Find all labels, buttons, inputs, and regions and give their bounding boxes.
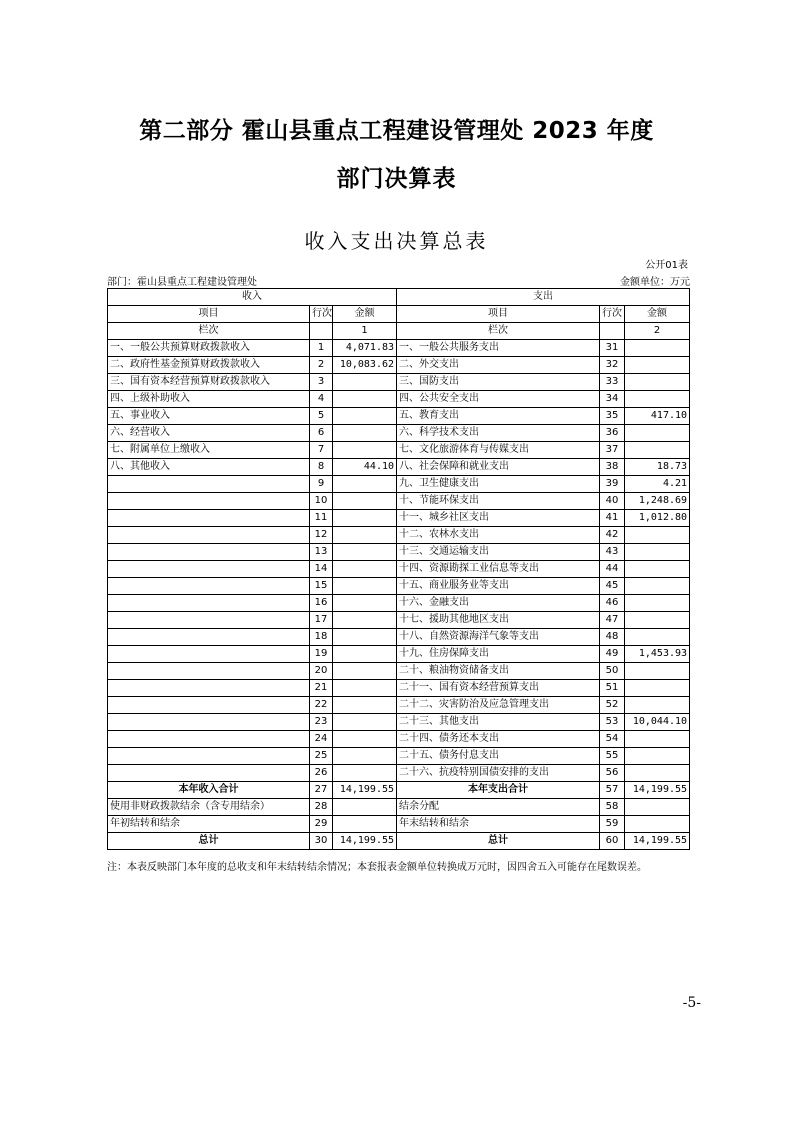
table-row [108, 544, 690, 561]
carryover-row [108, 816, 690, 833]
income-rowno-header: 行次 [310, 306, 333, 323]
income-amount [333, 527, 397, 544]
table-row [108, 748, 690, 765]
expense-amount: 417.10 [625, 408, 690, 425]
expense-amount: 4.21 [625, 476, 690, 493]
table-row [108, 442, 690, 459]
expense-amount [625, 425, 690, 442]
expense-row-no: 43 [600, 544, 625, 561]
table-row [108, 374, 690, 391]
expense-amount [625, 765, 690, 782]
income-amount [333, 697, 397, 714]
income-item [108, 748, 310, 765]
income-row-no: 2 [310, 357, 333, 374]
income-item [108, 612, 310, 629]
income-row-no: 25 [310, 748, 333, 765]
table-row [108, 680, 690, 697]
expense-row-no: 50 [600, 663, 625, 680]
income-amount [333, 731, 397, 748]
income-row-no: 10 [310, 493, 333, 510]
expense-item: 十六、金融支出 [397, 595, 600, 612]
expense-row-no: 42 [600, 527, 625, 544]
income-item: 二、政府性基金预算财政拨款收入 [108, 357, 310, 374]
income-row-no: 6 [310, 425, 333, 442]
expense-column-index: 2 [625, 323, 690, 340]
income-header: 收入 [108, 289, 397, 306]
expense-amount [625, 612, 690, 629]
expense-item: 一、一般公共服务支出 [397, 340, 600, 357]
expense-amount: 18.73 [625, 459, 690, 476]
begin-carryover-no: 29 [310, 816, 333, 833]
income-row-no: 15 [310, 578, 333, 595]
year-income-total-label: 本年收入合计 [108, 782, 310, 799]
unit-label: 金额单位：万元 [620, 277, 690, 288]
income-row-no: 1 [310, 340, 333, 357]
table-row [108, 391, 690, 408]
end-carryover-amount [625, 816, 690, 833]
expense-row-no: 36 [600, 425, 625, 442]
expense-amount [625, 561, 690, 578]
expense-row-no: 54 [600, 731, 625, 748]
income-item-header: 项目 [108, 306, 310, 323]
expense-item: 八、社会保障和就业支出 [397, 459, 600, 476]
expense-item: 十、节能环保支出 [397, 493, 600, 510]
income-amount [333, 493, 397, 510]
expense-row-no: 47 [600, 612, 625, 629]
table-row [108, 595, 690, 612]
document-title: 第二部分 霍山县重点工程建设管理处 2023 年度 [139, 118, 654, 144]
income-amount [333, 561, 397, 578]
income-row-no: 17 [310, 612, 333, 629]
table-row [108, 357, 690, 374]
expense-item: 二十一、国有资本经营预算支出 [397, 680, 600, 697]
income-item [108, 714, 310, 731]
expense-row-no: 52 [600, 697, 625, 714]
expense-row-no: 49 [600, 646, 625, 663]
expense-item: 十五、商业服务业等支出 [397, 578, 600, 595]
expense-amount [625, 663, 690, 680]
income-amount [333, 544, 397, 561]
expense-amount [625, 374, 690, 391]
income-row-no: 24 [310, 731, 333, 748]
page-number: -5- [682, 995, 701, 1011]
expense-item: 十三、交通运输支出 [397, 544, 600, 561]
expense-item: 三、国防支出 [397, 374, 600, 391]
income-amount [333, 765, 397, 782]
income-item: 七、附属单位上缴收入 [108, 442, 310, 459]
income-amount [333, 578, 397, 595]
year-expense-total-no: 57 [600, 782, 625, 799]
income-amount [333, 408, 397, 425]
expense-row-no: 40 [600, 493, 625, 510]
income-item [108, 527, 310, 544]
expense-amount [625, 595, 690, 612]
table-row [108, 493, 690, 510]
expense-amount-header: 金额 [625, 306, 690, 323]
expense-row-no: 38 [600, 459, 625, 476]
income-item: 三、国有资本经营预算财政拨款收入 [108, 374, 310, 391]
income-item [108, 697, 310, 714]
expense-item: 十二、农林水支出 [397, 527, 600, 544]
income-row-no: 19 [310, 646, 333, 663]
table-row [108, 646, 690, 663]
department-label: 部门：霍山县重点工程建设管理处 [107, 277, 257, 288]
income-row-no: 12 [310, 527, 333, 544]
income-expense-table [107, 288, 690, 850]
table-title: 收入支出决算总表 [304, 229, 489, 253]
expense-item: 二十三、其他支出 [397, 714, 600, 731]
year-expense-total-label: 本年支出合计 [397, 782, 600, 799]
income-amount [333, 510, 397, 527]
income-amount: 10,083.62 [333, 357, 397, 374]
income-item [108, 629, 310, 646]
income-row-no: 5 [310, 408, 333, 425]
grand-total-income-no: 30 [310, 833, 333, 850]
expense-item: 六、科学技术支出 [397, 425, 600, 442]
table-row [108, 510, 690, 527]
expense-row-no: 44 [600, 561, 625, 578]
distribution-no: 58 [600, 799, 625, 816]
expense-row-no: 46 [600, 595, 625, 612]
income-row-no: 23 [310, 714, 333, 731]
expense-row-no: 39 [600, 476, 625, 493]
expense-column-label: 栏次 [397, 323, 600, 340]
table-row [108, 476, 690, 493]
income-row-no: 7 [310, 442, 333, 459]
begin-carryover-amount [333, 816, 397, 833]
nonfiscal-amount [333, 799, 397, 816]
income-amount [333, 714, 397, 731]
expense-row-no: 31 [600, 340, 625, 357]
expense-amount [625, 527, 690, 544]
expense-item: 十七、援助其他地区支出 [397, 612, 600, 629]
expense-amount [625, 680, 690, 697]
income-amount [333, 425, 397, 442]
table-row [108, 765, 690, 782]
expense-item: 九、卫生健康支出 [397, 476, 600, 493]
income-item: 五、事业收入 [108, 408, 310, 425]
income-amount [333, 663, 397, 680]
expense-rowno-header: 行次 [600, 306, 625, 323]
expense-row-no: 35 [600, 408, 625, 425]
expense-item: 七、文化旅游体育与传媒支出 [397, 442, 600, 459]
income-row-no: 14 [310, 561, 333, 578]
expense-row-no: 56 [600, 765, 625, 782]
expense-item: 二十六、抗疫特别国债安排的支出 [397, 765, 600, 782]
income-item: 六、经营收入 [108, 425, 310, 442]
end-carryover-no: 59 [600, 816, 625, 833]
expense-item: 五、教育支出 [397, 408, 600, 425]
table-row [108, 629, 690, 646]
income-amount [333, 391, 397, 408]
expense-row-no: 48 [600, 629, 625, 646]
income-item: 一、一般公共预算财政拨款收入 [108, 340, 310, 357]
expense-item: 二十、粮油物资储备支出 [397, 663, 600, 680]
form-number: 公开01表 [645, 260, 688, 271]
grand-total-expense-amount: 14,199.55 [625, 833, 690, 850]
income-row-no: 4 [310, 391, 333, 408]
end-carryover-label: 年末结转和结余 [397, 816, 600, 833]
expense-row-no: 51 [600, 680, 625, 697]
table-row [108, 340, 690, 357]
expense-header: 支出 [397, 289, 690, 306]
expense-amount [625, 357, 690, 374]
income-column-index: 1 [333, 323, 397, 340]
begin-carryover-label: 年初结转和结余 [108, 816, 310, 833]
income-item [108, 510, 310, 527]
income-item [108, 476, 310, 493]
header-row-columns [108, 306, 690, 323]
document-subtitle: 部门决算表 [336, 166, 457, 192]
income-amount [333, 442, 397, 459]
year-expense-total-amount: 14,199.55 [625, 782, 690, 799]
expense-row-no: 37 [600, 442, 625, 459]
income-row-no: 26 [310, 765, 333, 782]
income-amount [333, 476, 397, 493]
footnote: 注：本表反映部门本年度的总收支和年末结转结余情况；本套报表金额单位转换成万元时，因四舍五入可能存在尾数误差。 [107, 862, 647, 873]
table-row [108, 663, 690, 680]
income-item [108, 731, 310, 748]
expense-item: 二十四、债务还本支出 [397, 731, 600, 748]
expense-row-no: 55 [600, 748, 625, 765]
table-row [108, 578, 690, 595]
income-row-no: 3 [310, 374, 333, 391]
table-row [108, 527, 690, 544]
income-column-label: 栏次 [108, 323, 310, 340]
income-item: 四、上级补助收入 [108, 391, 310, 408]
grand-total-income-label: 总计 [108, 833, 310, 850]
expense-amount [625, 578, 690, 595]
expense-row-no: 41 [600, 510, 625, 527]
income-amount [333, 595, 397, 612]
expense-amount [625, 442, 690, 459]
income-row-no: 21 [310, 680, 333, 697]
income-amount [333, 612, 397, 629]
expense-row-no: 53 [600, 714, 625, 731]
income-row-no: 9 [310, 476, 333, 493]
expense-row-no: 34 [600, 391, 625, 408]
income-item [108, 544, 310, 561]
expense-item: 二十二、灾害防治及应急管理支出 [397, 697, 600, 714]
income-row-no: 11 [310, 510, 333, 527]
income-amount [333, 646, 397, 663]
table-row [108, 731, 690, 748]
expense-amount [625, 629, 690, 646]
expense-item-header: 项目 [397, 306, 600, 323]
expense-amount [625, 340, 690, 357]
nonfiscal-row [108, 799, 690, 816]
income-amount [333, 374, 397, 391]
distribution-amount [625, 799, 690, 816]
year-income-total-amount: 14,199.55 [333, 782, 397, 799]
expense-item: 十四、资源勘探工业信息等支出 [397, 561, 600, 578]
income-amount [333, 629, 397, 646]
income-amount: 4,071.83 [333, 340, 397, 357]
table-row [108, 408, 690, 425]
year-income-total-no: 27 [310, 782, 333, 799]
income-item [108, 765, 310, 782]
table-row [108, 697, 690, 714]
expense-item: 二十五、债务付息支出 [397, 748, 600, 765]
table-row [108, 459, 690, 476]
income-item [108, 646, 310, 663]
empty-cell [600, 323, 625, 340]
expense-item: 二、外交支出 [397, 357, 600, 374]
income-amount [333, 748, 397, 765]
expense-amount: 1,248.69 [625, 493, 690, 510]
income-row-no: 22 [310, 697, 333, 714]
income-item [108, 578, 310, 595]
table-row [108, 425, 690, 442]
income-row-no: 16 [310, 595, 333, 612]
expense-amount [625, 544, 690, 561]
income-item [108, 680, 310, 697]
income-item [108, 493, 310, 510]
grand-total-income-amount: 14,199.55 [333, 833, 397, 850]
income-item [108, 663, 310, 680]
expense-row-no: 45 [600, 578, 625, 595]
expense-row-no: 32 [600, 357, 625, 374]
expense-amount [625, 391, 690, 408]
income-amount [333, 680, 397, 697]
expense-amount [625, 748, 690, 765]
income-amount-header: 金额 [333, 306, 397, 323]
income-row-no: 20 [310, 663, 333, 680]
grand-total-expense-label: 总计 [397, 833, 600, 850]
column-index-row [108, 323, 690, 340]
table-row [108, 561, 690, 578]
table-row [108, 714, 690, 731]
expense-item: 十一、城乡社区支出 [397, 510, 600, 527]
empty-cell [310, 323, 333, 340]
expense-item: 四、公共安全支出 [397, 391, 600, 408]
header-row-group [108, 289, 690, 306]
income-item [108, 595, 310, 612]
expense-item: 十八、自然资源海洋气象等支出 [397, 629, 600, 646]
expense-row-no: 33 [600, 374, 625, 391]
income-item: 八、其他收入 [108, 459, 310, 476]
year-total-row [108, 782, 690, 799]
expense-amount: 1,012.80 [625, 510, 690, 527]
distribution-label: 结余分配 [397, 799, 600, 816]
expense-amount: 10,044.10 [625, 714, 690, 731]
nonfiscal-no: 28 [310, 799, 333, 816]
nonfiscal-label: 使用非财政拨款结余（含专用结余） [108, 799, 310, 816]
income-row-no: 8 [310, 459, 333, 476]
grand-total-row [108, 833, 690, 850]
income-item [108, 561, 310, 578]
income-row-no: 18 [310, 629, 333, 646]
expense-amount [625, 731, 690, 748]
grand-total-expense-no: 60 [600, 833, 625, 850]
expense-amount [625, 697, 690, 714]
expense-amount: 1,453.93 [625, 646, 690, 663]
table-row [108, 612, 690, 629]
expense-item: 十九、住房保障支出 [397, 646, 600, 663]
income-amount: 44.10 [333, 459, 397, 476]
income-row-no: 13 [310, 544, 333, 561]
